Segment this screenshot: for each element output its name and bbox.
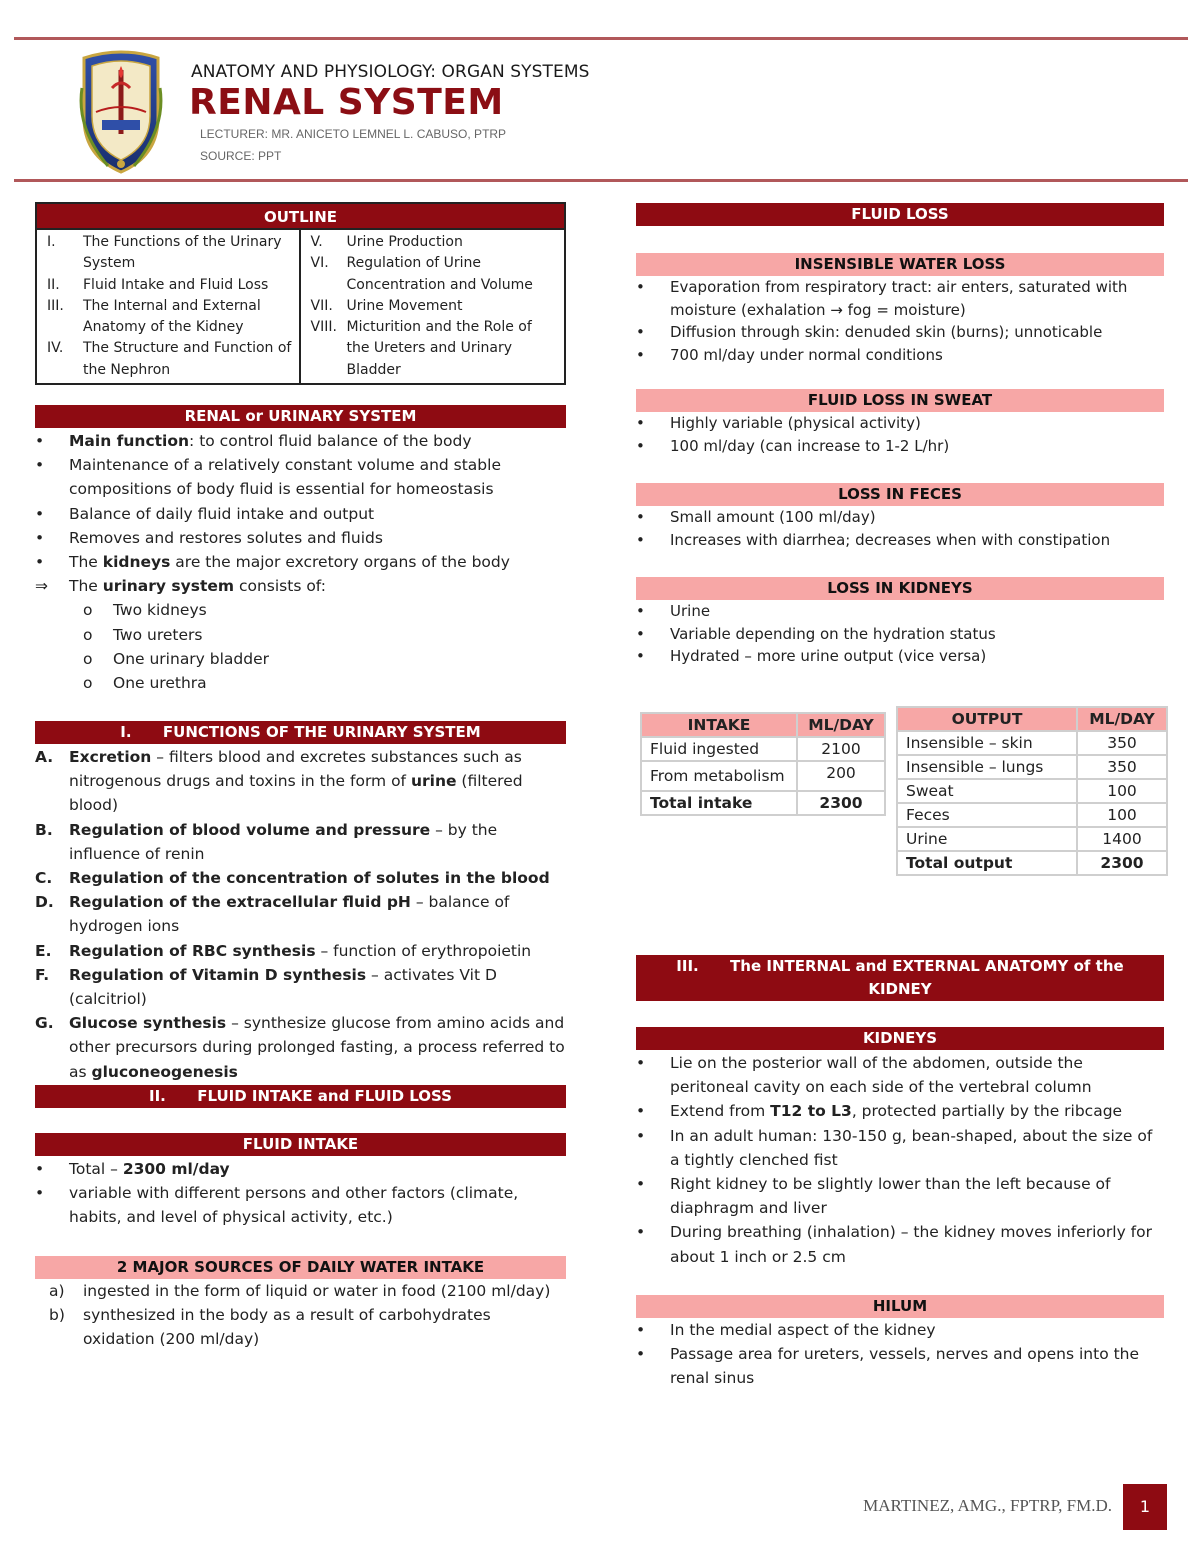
table-cell: 200 xyxy=(797,761,885,791)
intake-table xyxy=(640,712,886,816)
fluid-loss-section xyxy=(636,203,1164,668)
sub-list-item: o One urethra xyxy=(83,674,207,693)
table-cell: Fluid ingested xyxy=(641,737,797,761)
table-row xyxy=(897,851,1167,875)
list-item: • Diffusion through skin: denuded skin (burns); unnoticable xyxy=(636,323,1103,341)
list-item: F. Regulation of Vitamin D synthesis – activates Vit D (calcitriol) xyxy=(35,965,497,1009)
list-item: C. Regulation of the concentration of solutes in the blood xyxy=(35,869,550,888)
list-item: ⇒ The urinary system consists of: xyxy=(35,577,326,596)
sub-list-item: o Two kidneys xyxy=(83,601,207,620)
outline-item: VIII. Micturition and the Role of the Ureters and Urinary Bladder xyxy=(310,319,532,378)
list-item: • During breathing (inhalation) – the kidney moves inferiorly for about 1 inch or 2.5 cm xyxy=(636,1223,1152,1266)
table-cell: Insensible – skin xyxy=(897,731,1077,755)
sub-list-item: o Two ureters xyxy=(83,625,203,644)
list-item: • Highly variable (physical activity) xyxy=(636,414,921,432)
renal-heading: RENAL or URINARY SYSTEM xyxy=(35,405,566,428)
list-item: D. Regulation of the extracellular fluid pH – balance of hydrogen ions xyxy=(35,893,510,936)
page-title: RENAL SYSTEM xyxy=(189,82,504,123)
outline-left-column xyxy=(37,230,301,383)
outline-item: II. Fluid Intake and Fluid Loss xyxy=(47,276,269,293)
table-header-row xyxy=(897,707,1167,731)
list-item: • Hydrated – more urine output (vice versa) xyxy=(636,647,987,665)
table-header: ML/DAY xyxy=(1077,707,1167,731)
table-header: ML/DAY xyxy=(797,713,885,737)
table-row xyxy=(897,827,1167,851)
fluid-intake-heading: FLUID INTAKE xyxy=(35,1133,566,1156)
anatomy-heading: III. The INTERNAL and EXTERNAL ANATOMY of the KIDNEY xyxy=(636,955,1164,1001)
renal-section xyxy=(35,405,566,695)
table-cell: Insensible – lungs xyxy=(897,755,1077,779)
footer-author: MARTINEZ, AMG., FPTRP, FM.D. xyxy=(863,1496,1112,1515)
anatomy-section xyxy=(636,955,1164,1390)
list-item: • In an adult human: 130-150 g, bean-shaped, about the size of a tightly clenched fist xyxy=(636,1126,1153,1169)
table-header-row xyxy=(641,713,885,737)
table-header: INTAKE xyxy=(641,713,797,737)
table-row xyxy=(897,779,1167,803)
list-item: a) ingested in the form of liquid or water in food (2100 ml/day) xyxy=(49,1281,551,1300)
sub-list-item: o One urinary bladder xyxy=(83,649,270,668)
list-item: • Evaporation from respiratory tract: air enters, saturated with moisture (exhalation → fog = moisture) xyxy=(636,278,1128,319)
output-table xyxy=(896,706,1168,876)
list-item: A. Excretion – filters blood and excretes substances such as nitrogenous drugs and toxins in the form of urine (filtered blood) xyxy=(35,748,523,815)
list-item: • Removes and restores solutes and fluids xyxy=(35,528,383,547)
table-row xyxy=(897,803,1167,827)
table-cell: 350 xyxy=(1077,755,1167,779)
sources-heading: 2 MAJOR SOURCES OF DAILY WATER INTAKE xyxy=(35,1256,566,1279)
table-cell: 100 xyxy=(1077,803,1167,827)
lecturer-line: LECTURER: MR. ANICETO LEMNEL L. CABUSO, PTRP xyxy=(200,127,507,141)
list-item: • Right kidney to be slightly lower than the left because of diaphragm and liver xyxy=(636,1175,1111,1218)
table-cell: Feces xyxy=(897,803,1077,827)
table-cell: From metabolism xyxy=(641,761,797,791)
list-item: • Extend from T12 to L3, protected partially by the ribcage xyxy=(636,1102,1123,1121)
list-item: • Balance of daily fluid intake and output xyxy=(35,504,375,523)
list-item: b) synthesized in the body as a result of carbohydrates oxidation (200 ml/day) xyxy=(49,1305,491,1349)
subject-title: ANATOMY AND PHYSIOLOGY: ORGAN SYSTEMS xyxy=(191,62,590,82)
table-header: OUTPUT xyxy=(897,707,1077,731)
outline-heading: OUTLINE xyxy=(37,204,564,230)
list-item: • Small amount (100 ml/day) xyxy=(636,508,876,526)
outline-item: VI. Regulation of Urine Concentration and Volume xyxy=(310,255,533,293)
fluid-heading: II. FLUID INTAKE and FLUID LOSS xyxy=(35,1085,566,1108)
list-item: • 700 ml/day under normal conditions xyxy=(636,345,943,364)
insensible-heading: INSENSIBLE WATER LOSS xyxy=(636,253,1164,276)
functions-section xyxy=(35,721,566,1084)
list-item: • variable with different persons and other factors (climate, habits, and level of physical activity, etc.) xyxy=(35,1184,519,1227)
table-cell: Urine xyxy=(897,827,1077,851)
table-row xyxy=(641,761,885,791)
outline-item: V. Urine Production xyxy=(310,234,463,250)
table-row xyxy=(641,737,885,761)
outline-item: I. The Functions of the Urinary System xyxy=(47,234,282,272)
source-line: SOURCE: PPT xyxy=(200,149,282,163)
table-row xyxy=(897,731,1167,755)
kidneys-heading: KIDNEYS xyxy=(636,1027,1164,1050)
top-rule xyxy=(14,37,1188,40)
outline-right-column xyxy=(301,230,565,383)
list-item: • Increases with diarrhea; decreases when with constipation xyxy=(636,530,1111,549)
outline-box xyxy=(35,202,566,385)
header-rule xyxy=(14,179,1188,182)
functions-heading: I. FUNCTIONS OF THE URINARY SYSTEM xyxy=(35,721,566,744)
list-item: • Variable depending on the hydration status xyxy=(636,624,996,643)
sweat-heading: FLUID LOSS IN SWEAT xyxy=(636,389,1164,412)
list-item: • In the medial aspect of the kidney xyxy=(636,1320,936,1339)
outline-item: VII. Urine Movement xyxy=(310,297,463,314)
table-cell: 100 xyxy=(1077,779,1167,803)
hilum-heading: HILUM xyxy=(636,1295,1164,1318)
page-number: 1 xyxy=(1123,1484,1167,1530)
fluid-section xyxy=(35,1085,566,1351)
outline-item: IV. The Structure and Function of the Nephron xyxy=(47,340,292,378)
list-item: • Main function: to control fluid balance of the body xyxy=(35,432,472,450)
list-item: • Maintenance of a relatively constant volume and stable compositions of body fluid is essential for homeostasis xyxy=(35,456,501,499)
list-item: • Lie on the posterior wall of the abdomen, outside the peritoneal cavity on each side of the vertebral column xyxy=(636,1054,1092,1097)
list-item: • Passage area for ureters, vessels, nerves and opens into the renal sinus xyxy=(636,1345,1140,1388)
list-item: • The kidneys are the major excretory organs of the body xyxy=(35,553,510,572)
table-cell: 2300 xyxy=(797,791,885,815)
table-cell: Total intake xyxy=(641,791,797,815)
table-row xyxy=(897,755,1167,779)
table-cell: 1400 xyxy=(1077,827,1167,851)
fluid-loss-heading: FLUID LOSS xyxy=(636,203,1164,226)
feces-heading: LOSS IN FECES xyxy=(636,483,1164,506)
table-cell: 350 xyxy=(1077,731,1167,755)
table-cell: Sweat xyxy=(897,779,1077,803)
list-item: • 100 ml/day (can increase to 1-2 L/hr) xyxy=(636,436,950,455)
table-row xyxy=(641,791,885,815)
table-cell: 2300 xyxy=(1077,851,1167,875)
table-cell: Total output xyxy=(897,851,1077,875)
list-item: • Total – 2300 ml/day xyxy=(35,1160,230,1178)
table-cell: 2100 xyxy=(797,737,885,761)
university-seal-logo xyxy=(78,48,164,176)
kidney-loss-heading: LOSS IN KIDNEYS xyxy=(636,577,1164,600)
outline-item: III. The Internal and External Anatomy of the Kidney xyxy=(47,297,261,336)
list-item: B. Regulation of blood volume and pressure – by the influence of renin xyxy=(35,820,498,863)
list-item: E. Regulation of RBC synthesis – function of erythropoietin xyxy=(35,941,532,960)
list-item: G. Glucose synthesis – synthesize glucose from amino acids and other precursors during prolonged fasting, a process referred to as gluconeogenesis xyxy=(35,1014,565,1081)
list-item: • Urine xyxy=(636,602,711,620)
